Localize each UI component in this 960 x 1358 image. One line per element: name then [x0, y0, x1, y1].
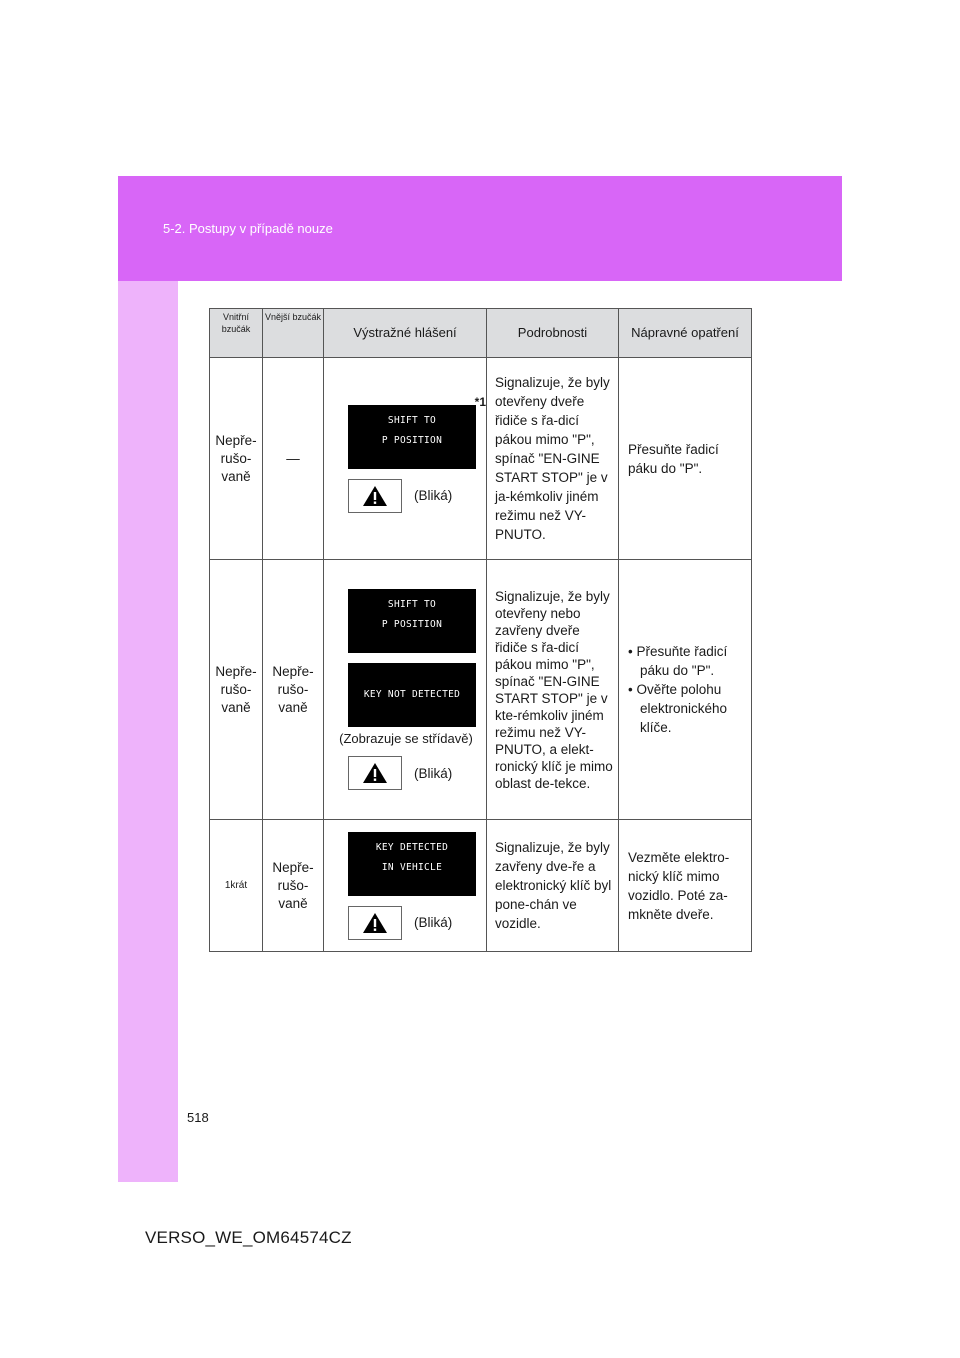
header-action: Nápravné opatření [619, 309, 752, 358]
page-number: 518 [187, 1110, 209, 1125]
inner-buzzer-cell: Nepře- rušo- vaně [210, 560, 263, 820]
display-screen [348, 405, 476, 469]
header-warning-message: Výstražné hlášení [324, 309, 487, 358]
header-inner-buzzer: Vnitřní bzučák [210, 309, 263, 358]
blink-label: (Bliká) [414, 488, 453, 503]
footnote-marker: *1 [474, 394, 486, 409]
screen-line: IN VEHICLE [381, 861, 443, 873]
warning-message-cell [324, 358, 487, 560]
details-cell: Signalizuje, že byly zavřeny dve-ře a elektronický klíč byl pone-chán ve vozidle. [487, 820, 619, 952]
table-row [210, 560, 752, 820]
inner-buzzer-cell: 1krát [210, 820, 263, 952]
outer-buzzer-cell: — [263, 358, 324, 560]
document-code: VERSO_WE_OM64574CZ [145, 1228, 352, 1247]
action-cell [619, 560, 752, 820]
screen-line: P POSITION [381, 434, 443, 446]
header-outer-buzzer: Vnější bzučák [263, 309, 324, 358]
alternate-note: (Zobrazuje se střídavě) [339, 731, 473, 746]
action-item: • Přesuňte řadicí páku do "P". [628, 644, 728, 678]
side-band [118, 176, 178, 1182]
master-warning-icon [348, 906, 402, 940]
outer-buzzer-cell: Nepře- rušo- vaně [263, 820, 324, 952]
screen-line: KEY DETECTED [375, 841, 449, 853]
action-cell: Přesuňte řadicí páku do "P". [619, 358, 752, 560]
master-warning-icon [348, 479, 402, 513]
blink-label: (Bliká) [414, 765, 453, 781]
details-cell: Signalizuje, že byly otevřeny nebo zavřeny dveře řidiče s řa-dicí pákou mimo "P", spínač "EN-GINE START STOP" je v kte-rémkoliv jiném režimu než VY-PNUTO, a elekt-ronický klíč je mimo oblast de-tekce. [487, 560, 619, 820]
section-header: 5-2. Postupy v případě nouze [163, 221, 333, 236]
table-header-row [210, 309, 752, 358]
details-cell: Signalizuje, že byly otevřeny dveře řidiče s řa-dicí pákou mimo "P", spínač "EN-GINE START STOP" je v ja-kémkoliv jiném režimu než VY-PNUTO. [487, 358, 619, 560]
action-item: • Ověřte polohu elektronického klíče. [628, 682, 728, 735]
display-screen: KEY NOT DETECTED [348, 663, 476, 727]
screen-line: SHIFT TO [387, 599, 437, 610]
table-row [210, 358, 752, 560]
display-screen [348, 832, 476, 896]
screen-line: P POSITION [381, 619, 443, 630]
warning-message-cell [324, 560, 487, 820]
table-row [210, 820, 752, 952]
action-cell: Vezměte elektro-nický klíč mimo vozidlo. Poté za-mkněte dveře. [619, 820, 752, 952]
warning-table [209, 308, 752, 952]
blink-label: (Bliká) [414, 915, 453, 930]
header-details: Podrobnosti [487, 309, 619, 358]
outer-buzzer-cell: Nepře- rušo- vaně [263, 560, 324, 820]
warning-message-cell [324, 820, 487, 952]
screen-line: SHIFT TO [387, 414, 437, 426]
display-screen [348, 589, 476, 653]
master-warning-icon [348, 756, 402, 790]
inner-buzzer-cell: Nepře- rušo- vaně [210, 358, 263, 560]
